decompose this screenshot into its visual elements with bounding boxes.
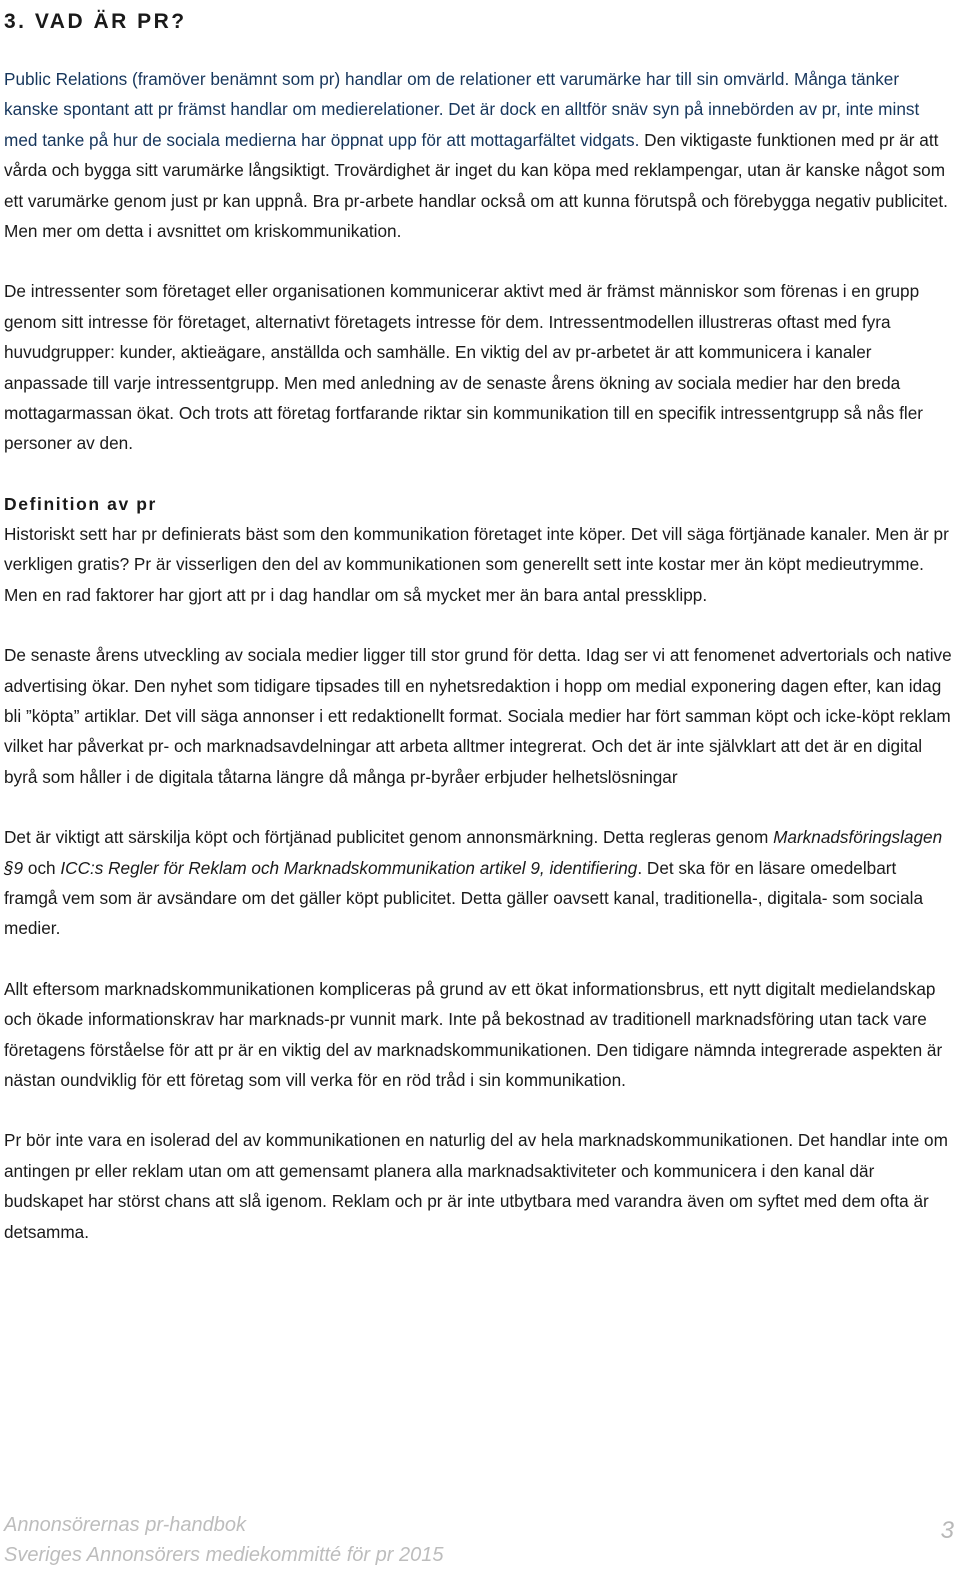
law-reference-icc: ICC:s Regler för Reklam och Marknadskommunikation artikel 9, identifiering [60, 857, 638, 878]
page-footer [4, 1510, 956, 1570]
definition-paragraph: Historiskt sett har pr definierats bäst som den kommunikation företaget inte köper. Det vill säga förtjänade kanaler. Men är pr verkligen gratis? Pr är visserligen den del av kommunikationen som generellt sett inte kostar mer än köpt medieutrymme. Men en rad faktorer har gjort att pr i dag handlar om så mycket mer än bara antal pressklipp. [4, 523, 949, 605]
intro-paragraph [4, 64, 954, 246]
stakeholders-paragraph: De intressenter som företaget eller organisationen kommunicerar aktivt med är främst människor som förenas i en grupp genom sitt intresse för företaget, alternativt företagets intresse för dem. Intressentmodellen illustreras oftast med fyra huvudgrupper: kunder, aktieägare, anställda och samhälle. En viktig del av pr-arbetet är att kommunicera i kanaler anpassade till varje intressentgrupp. Men med anledning av de senaste årens ökning av sociala medier har den breda mottagarmassan ökat. Och trots att företag fortfarande riktar sin kommunikation till en specifik intressentgrupp så nås fler personer av den. [4, 281, 923, 454]
ad-labeling-paragraph [4, 822, 954, 944]
marketing-pr-paragraph: Allt eftersom marknadskommunikationen kompliceras på grund av ett ökat informationsbrus, ett nytt digitalt medielandskap och ökade informationskrav har marknads-pr vunnit mark. Inte på bekostnad av traditionell marknadsföring utan tack vare företagens förståelse för att pr är en viktig del av marknadskommunikationen. Den tidigare nämnda integrerade aspekten är nästan oundviklig för ett företag som vill verka för en röd tråd i sin kommunikation. [4, 978, 943, 1090]
intro-highlighted-text: Public Relations (framöver benämnt som pr) handlar om de relationer ett varumärke har till sin omvärld. Många tänker kanske spontant att pr främst handlar om medierelationer. Det är dock en alltför snäv syn på innebörden av pr, inte minst med tanke på hur de sociala medierna har öppnat upp för att mottagarfältet vidgats. [4, 69, 920, 150]
law-reference-marknadsforingslagen: Marknadsföringslagen §9 [4, 827, 943, 878]
page-number: 3 [940, 1517, 954, 1544]
footer-committee: Sveriges Annonsörers mediekommitté för pr 2015 [4, 1544, 444, 1566]
integration-paragraph: Pr bör inte vara en isolerad del av kommunikationen en naturlig del av hela marknadskommunikationen. Det handlar inte om antingen pr eller reklam utan om att gemensamt planera alla marknadsaktiviteter och kommunicera i den kanal där budskapet har störst chans att slå igenom. Reklam och pr är inte utbytbara med varandra även om syftet med dem ofta är detsamma. [4, 1130, 948, 1242]
ad-labeling-text-2: och [23, 857, 61, 878]
document-page [4, 0, 954, 1247]
section-title: 3. VAD ÄR PR? [4, 10, 187, 33]
social-media-paragraph: De senaste årens utveckling av sociala medier ligger till stor grund för detta. Idag ser vi att fenomenet advertorials och native advertising ökar. Den nyhet som tidigare tipsades till en nyhetsredaktion i hopp om medial exponering dagen efter, kan idag bli ”köpta” artiklar. Det vill säga annonser i ett redaktionellt format. Sociala medier har fört samman köpt och icke-köpt reklam vilket har påverkat pr- och marknadsavdelningar att arbeta alltmer integrerat. Och det är inte självklart att det är en digital byrå som håller i de digitala tåtarna längre då många pr-byråer erbjuder helhetslösningar [4, 645, 952, 787]
footer-publication-title: Annonsörernas pr-handbok [4, 1514, 247, 1536]
ad-labeling-text-3: . Det ska för en läsare omedelbart framgå vem som är avsändare om det gäller köpt publicitet. Detta gäller oavsett kanal, traditionella-, digitala- som sociala medier. [4, 857, 924, 939]
ad-labeling-text-1: Det är viktigt att särskilja köpt och förtjänad publicitet genom annonsmärkning. Detta regleras genom [4, 827, 774, 848]
intro-body-text: Den viktigaste funktionen med pr är att vårda och bygga sitt varumärke långsiktigt. Trovärdighet är inget du kan köpa med reklampengar, utan är kanske något som ett varumärke genom just pr kan uppnå. Bra pr-arbete handlar också om att kunna förutspå och förebygga negativ publicitet. Men mer om detta i avsnittet om kriskommunikation. [4, 129, 948, 242]
definition-heading: Definition av pr [4, 493, 157, 514]
